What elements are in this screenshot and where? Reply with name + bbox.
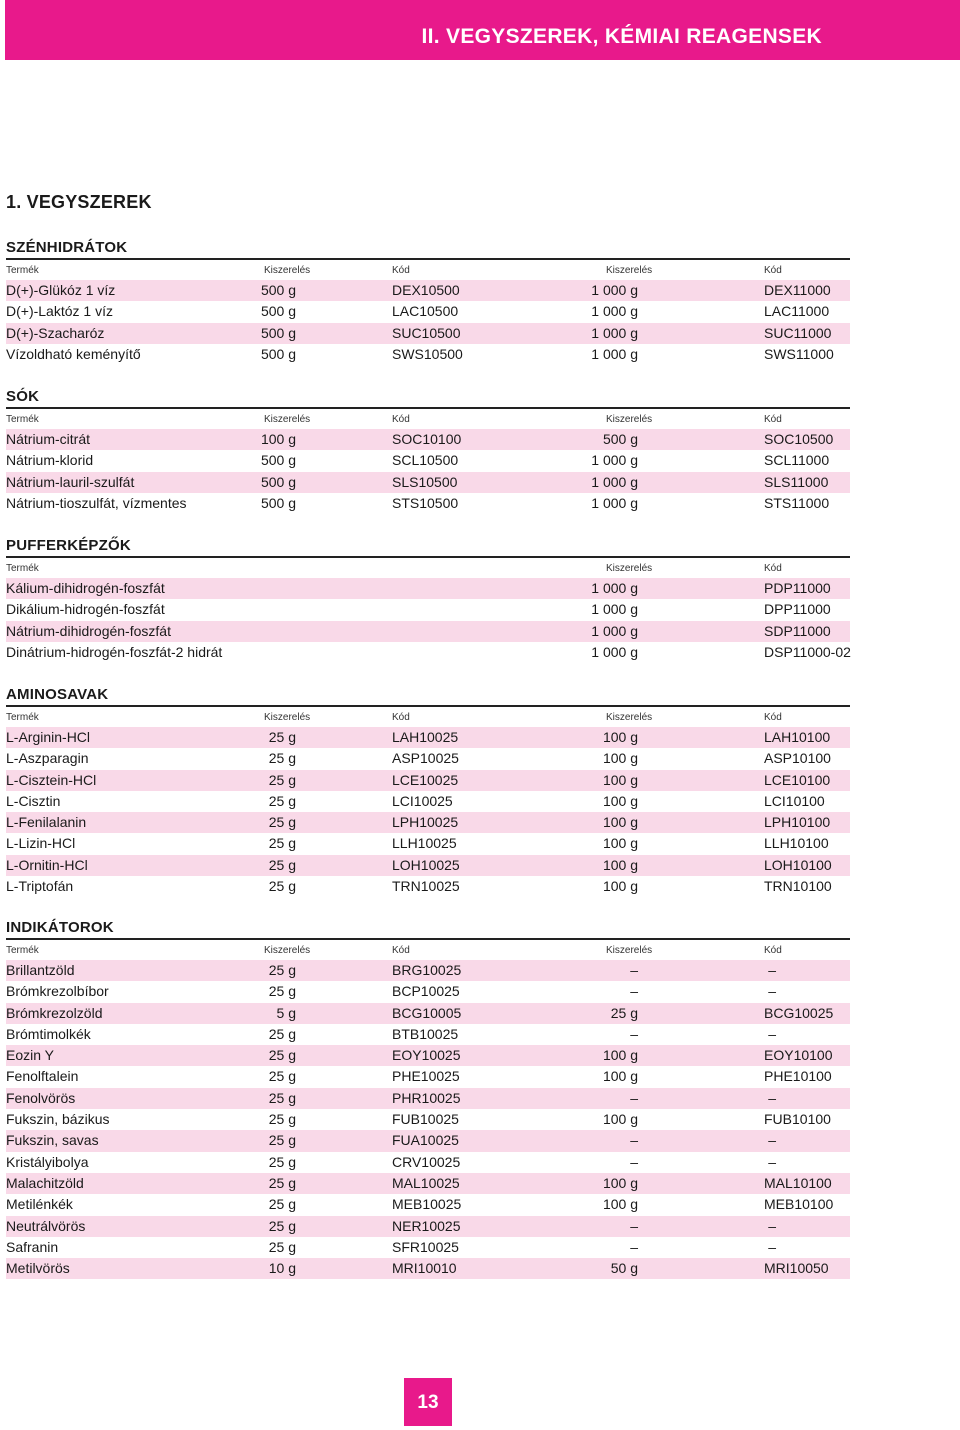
table-row bbox=[6, 1130, 850, 1151]
product-code-2: SCL11000 bbox=[764, 452, 830, 469]
column-header-pack: Kiszerelés bbox=[606, 265, 653, 276]
section-0 bbox=[6, 238, 850, 365]
pack-size-1: 25 g bbox=[268, 1047, 296, 1064]
column-header-code: Kód bbox=[392, 712, 410, 723]
pack-size-1: 500 g bbox=[260, 303, 296, 320]
column-header-product: Termék bbox=[6, 265, 39, 276]
pack-size-2: – bbox=[630, 1238, 638, 1255]
product-code-2: LAC11000 bbox=[764, 303, 830, 320]
product-name: D(+)-Laktóz 1 víz bbox=[6, 303, 113, 320]
product-name: Dikálium-hidrogén-foszfát bbox=[6, 601, 165, 618]
column-header-pack: Kiszerelés bbox=[264, 414, 311, 425]
product-code-1: LCE10025 bbox=[392, 771, 459, 788]
product-name: L-Cisztin bbox=[6, 792, 61, 809]
table-row bbox=[6, 599, 850, 620]
product-name: Kristályibolya bbox=[6, 1153, 89, 1170]
pack-size-1: 500 g bbox=[260, 345, 296, 362]
product-name: Fukszin, bázikus bbox=[6, 1111, 110, 1128]
table-row bbox=[6, 493, 850, 514]
product-code-1: SOC10100 bbox=[392, 431, 462, 447]
product-code-1: SCL10500 bbox=[392, 452, 459, 469]
product-code-1: LPH10025 bbox=[392, 814, 459, 831]
column-header-pack: Kiszerelés bbox=[264, 712, 311, 723]
product-name: Fenolvörös bbox=[6, 1089, 76, 1106]
pack-size-2: 100 g bbox=[602, 878, 638, 895]
pack-size-1: 500 g bbox=[260, 494, 296, 511]
pack-size-1: 25 g bbox=[268, 1217, 296, 1234]
product-code-2: FUB10100 bbox=[764, 1111, 831, 1128]
product-name: L-Lizin-HCl bbox=[6, 835, 76, 852]
product-code-2: DPP11000 bbox=[764, 601, 831, 618]
column-header-code: Kód bbox=[392, 945, 410, 956]
pack-size-1: 500 g bbox=[260, 324, 296, 341]
product-name: Metilvörös bbox=[6, 1260, 70, 1277]
pack-size-2: 1 000 g bbox=[591, 282, 638, 298]
column-header-row bbox=[6, 409, 850, 429]
product-name: L-Triptofán bbox=[6, 878, 74, 895]
product-name: Brómtimolkék bbox=[6, 1025, 91, 1042]
product-code-1: EOY10025 bbox=[392, 1047, 461, 1064]
table-row bbox=[6, 1216, 850, 1237]
column-header-pack: Kiszerelés bbox=[606, 712, 653, 723]
pack-size-1: 25 g bbox=[268, 856, 296, 873]
product-code-1: ASP10025 bbox=[392, 750, 459, 767]
product-code-2: LCE10100 bbox=[764, 771, 831, 788]
column-header-code: Kód bbox=[392, 414, 410, 425]
table-row bbox=[6, 642, 850, 663]
product-code-2: SLS11000 bbox=[764, 473, 829, 490]
pack-size-2: 25 g bbox=[610, 1004, 638, 1021]
product-name: Nátrium-citrát bbox=[6, 431, 91, 447]
product-code-1: MRI10010 bbox=[392, 1260, 457, 1277]
product-name: Nátrium-dihidrogén-foszfát bbox=[6, 622, 171, 639]
pack-size-1: 10 g bbox=[268, 1260, 296, 1277]
pack-size-2: 100 g bbox=[602, 856, 638, 873]
pack-size-2: 100 g bbox=[602, 1047, 638, 1064]
product-name: Eozin Y bbox=[6, 1047, 54, 1064]
product-name: Vízoldható keményítő bbox=[6, 345, 141, 362]
product-code-1: BRG10025 bbox=[392, 962, 462, 978]
column-header-code: Kód bbox=[764, 712, 782, 723]
product-code-1: MAL10025 bbox=[392, 1174, 460, 1191]
column-header-code: Kód bbox=[764, 563, 782, 574]
table-row bbox=[6, 748, 850, 769]
column-header-code: Kód bbox=[764, 414, 782, 425]
product-name: Kálium-dihidrogén-foszfát bbox=[6, 580, 165, 596]
product-code-2: MEB10100 bbox=[764, 1196, 834, 1213]
section-title: PUFFERKÉPZŐK bbox=[6, 536, 850, 558]
product-name: Nátrium-lauril-szulfát bbox=[6, 473, 135, 490]
pack-size-1: 25 g bbox=[268, 1068, 296, 1085]
product-name: Fukszin, savas bbox=[6, 1132, 99, 1149]
table-row bbox=[6, 960, 850, 981]
product-code-1: FUB10025 bbox=[392, 1111, 459, 1128]
column-header-row bbox=[6, 707, 850, 727]
table-row bbox=[6, 301, 850, 322]
product-name: Neutrálvörös bbox=[6, 1217, 86, 1234]
pack-size-2: – bbox=[630, 1089, 638, 1106]
pack-size-2: 100 g bbox=[602, 1068, 638, 1085]
pack-size-2: 100 g bbox=[602, 814, 638, 831]
product-code-2: – bbox=[768, 1217, 776, 1234]
product-name: L-Aszparagin bbox=[6, 750, 89, 767]
product-code-2: – bbox=[768, 962, 776, 978]
product-name: Dinátrium-hidrogén-foszfát-2 hidrát bbox=[6, 643, 223, 660]
pack-size-2: 1 000 g bbox=[591, 580, 638, 596]
pack-size-1: 25 g bbox=[268, 1174, 296, 1191]
table-row bbox=[6, 812, 850, 833]
pack-size-1: 25 g bbox=[268, 878, 296, 895]
header-banner bbox=[5, 0, 960, 60]
pack-size-2: 1 000 g bbox=[591, 473, 638, 490]
column-header-code: Kód bbox=[764, 945, 782, 956]
product-name: D(+)-Szacharóz bbox=[6, 324, 105, 341]
table-row bbox=[6, 1152, 850, 1173]
table-row bbox=[6, 876, 850, 897]
pack-size-2: 500 g bbox=[602, 431, 638, 447]
product-name: Nátrium-klorid bbox=[6, 452, 94, 469]
pack-size-2: 1 000 g bbox=[591, 494, 638, 511]
table-row bbox=[6, 280, 850, 301]
section-2 bbox=[6, 536, 850, 663]
column-header-row bbox=[6, 940, 850, 960]
table-row bbox=[6, 1173, 850, 1194]
column-header-code: Kód bbox=[392, 265, 410, 276]
product-code-2: DEX11000 bbox=[764, 282, 831, 298]
page-number-badge: 13 bbox=[404, 1378, 452, 1426]
table-row bbox=[6, 1045, 850, 1066]
section-3 bbox=[6, 685, 850, 897]
column-header-code: Kód bbox=[764, 265, 782, 276]
column-header-row bbox=[6, 558, 850, 578]
product-name: Brómkrezolbíbor bbox=[6, 983, 109, 1000]
product-code-1: TRN10025 bbox=[392, 878, 460, 895]
pack-size-1: 25 g bbox=[268, 729, 296, 745]
product-code-2: MRI10050 bbox=[764, 1260, 829, 1277]
column-header-row bbox=[6, 260, 850, 280]
table-row bbox=[6, 323, 850, 344]
pack-size-1: 25 g bbox=[268, 835, 296, 852]
section-4 bbox=[6, 918, 850, 1279]
product-code-2: TRN10100 bbox=[764, 878, 832, 895]
section-title: SZÉNHIDRÁTOK bbox=[6, 238, 850, 260]
pack-size-1: 100 g bbox=[260, 431, 296, 447]
pack-size-2: – bbox=[630, 1153, 638, 1170]
product-code-2: SWS11000 bbox=[764, 345, 834, 362]
pack-size-2: – bbox=[630, 962, 638, 978]
column-header-pack: Kiszerelés bbox=[606, 414, 653, 425]
product-code-2: PHE10100 bbox=[764, 1068, 832, 1085]
table-row bbox=[6, 1109, 850, 1130]
product-code-2: MAL10100 bbox=[764, 1174, 832, 1191]
pack-size-2: 100 g bbox=[602, 1111, 638, 1128]
pack-size-1: 500 g bbox=[260, 452, 296, 469]
product-code-2: LPH10100 bbox=[764, 814, 831, 831]
product-code-2: LLH10100 bbox=[764, 835, 829, 852]
table-row bbox=[6, 472, 850, 493]
pack-size-2: – bbox=[630, 1132, 638, 1149]
pack-size-2: – bbox=[630, 1217, 638, 1234]
page-header-title: II. VEGYSZEREK, KÉMIAI REAGENSEK bbox=[421, 25, 822, 48]
product-code-2: LCI10100 bbox=[764, 792, 825, 809]
product-code-2: – bbox=[768, 983, 776, 1000]
product-code-1: PHR10025 bbox=[392, 1089, 461, 1106]
product-code-1: MEB10025 bbox=[392, 1196, 462, 1213]
product-code-2: – bbox=[768, 1132, 776, 1149]
product-code-1: SLS10500 bbox=[392, 473, 458, 490]
pack-size-1: 25 g bbox=[268, 962, 296, 978]
column-header-pack: Kiszerelés bbox=[606, 563, 653, 574]
column-header-product: Termék bbox=[6, 414, 39, 425]
pack-size-1: 25 g bbox=[268, 1196, 296, 1213]
pack-size-2: 1 000 g bbox=[591, 601, 638, 618]
product-code-1: DEX10500 bbox=[392, 282, 460, 298]
table-row bbox=[6, 791, 850, 812]
column-header-pack: Kiszerelés bbox=[264, 945, 311, 956]
column-header-product: Termék bbox=[6, 712, 39, 723]
pack-size-2: 1 000 g bbox=[591, 622, 638, 639]
product-code-1: CRV10025 bbox=[392, 1153, 461, 1170]
table-row bbox=[6, 1024, 850, 1045]
product-code-1: FUA10025 bbox=[392, 1132, 459, 1149]
product-code-2: DSP11000-02 bbox=[764, 643, 851, 660]
product-code-2: PDP11000 bbox=[764, 580, 831, 596]
pack-size-2: 50 g bbox=[610, 1260, 638, 1277]
product-name: Fenolftalein bbox=[6, 1068, 79, 1085]
product-code-1: PHE10025 bbox=[392, 1068, 460, 1085]
product-code-1: LAC10500 bbox=[392, 303, 459, 320]
table-row bbox=[6, 344, 850, 365]
pack-size-1: 25 g bbox=[268, 771, 296, 788]
product-code-1: NER10025 bbox=[392, 1217, 461, 1234]
product-code-1: STS10500 bbox=[392, 494, 459, 511]
product-code-2: EOY10100 bbox=[764, 1047, 833, 1064]
table-row bbox=[6, 727, 850, 748]
product-name: L-Arginin-HCl bbox=[6, 729, 91, 745]
pack-size-1: 25 g bbox=[268, 1089, 296, 1106]
pack-size-1: 25 g bbox=[268, 1111, 296, 1128]
product-code-1: SUC10500 bbox=[392, 324, 461, 341]
product-name: L-Cisztein-HCl bbox=[6, 771, 97, 788]
table-row bbox=[6, 1237, 850, 1258]
pack-size-1: 5 g bbox=[276, 1004, 296, 1021]
pack-size-2: 1 000 g bbox=[591, 303, 638, 320]
pack-size-1: 25 g bbox=[268, 1153, 296, 1170]
product-name: L-Ornitin-HCl bbox=[6, 856, 88, 873]
column-header-product: Termék bbox=[6, 563, 39, 574]
product-code-1: LOH10025 bbox=[392, 856, 460, 873]
pack-size-1: 25 g bbox=[268, 750, 296, 767]
pack-size-2: 100 g bbox=[602, 1196, 638, 1213]
section-1 bbox=[6, 387, 850, 514]
pack-size-2: 1 000 g bbox=[591, 345, 638, 362]
pack-size-2: 100 g bbox=[602, 729, 638, 745]
pack-size-2: 100 g bbox=[602, 1174, 638, 1191]
pack-size-1: 25 g bbox=[268, 983, 296, 1000]
section-title: AMINOSAVAK bbox=[6, 685, 850, 707]
table-row bbox=[6, 578, 850, 599]
table-row bbox=[6, 833, 850, 854]
product-code-2: STS11000 bbox=[764, 494, 830, 511]
column-header-product: Termék bbox=[6, 945, 39, 956]
pack-size-1: 25 g bbox=[268, 814, 296, 831]
product-code-2: – bbox=[768, 1025, 776, 1042]
product-name: Brómkrezolzöld bbox=[6, 1004, 103, 1021]
table-row bbox=[6, 1088, 850, 1109]
pack-size-2: 1 000 g bbox=[591, 643, 638, 660]
product-code-1: LCI10025 bbox=[392, 792, 453, 809]
pack-size-1: 25 g bbox=[268, 1025, 296, 1042]
product-name: Malachitzöld bbox=[6, 1174, 84, 1191]
product-code-2: SDP11000 bbox=[764, 622, 831, 639]
product-code-1: SFR10025 bbox=[392, 1238, 459, 1255]
column-header-pack: Kiszerelés bbox=[264, 265, 311, 276]
pack-size-2: 100 g bbox=[602, 750, 638, 767]
product-code-2: – bbox=[768, 1238, 776, 1255]
product-name: Nátrium-tioszulfát, vízmentes bbox=[6, 494, 187, 511]
table-row bbox=[6, 855, 850, 876]
pack-size-2: – bbox=[630, 983, 638, 1000]
product-code-1: LAH10025 bbox=[392, 729, 459, 745]
section-title: INDIKÁTOROK bbox=[6, 918, 850, 940]
pack-size-2: 100 g bbox=[602, 835, 638, 852]
product-name: Brillantzöld bbox=[6, 962, 75, 978]
product-code-1: BCP10025 bbox=[392, 983, 460, 1000]
product-name: D(+)-Glükóz 1 víz bbox=[6, 282, 116, 298]
pack-size-1: 500 g bbox=[260, 473, 296, 490]
pack-size-1: 500 g bbox=[260, 282, 296, 298]
pack-size-2: 100 g bbox=[602, 771, 638, 788]
pack-size-1: 25 g bbox=[268, 1132, 296, 1149]
section-title: SÓK bbox=[6, 387, 850, 409]
product-code-2: LOH10100 bbox=[764, 856, 832, 873]
product-code-1: LLH10025 bbox=[392, 835, 457, 852]
table-row bbox=[6, 450, 850, 471]
table-row bbox=[6, 770, 850, 791]
product-code-2: ASP10100 bbox=[764, 750, 831, 767]
chapter-title: 1. VEGYSZEREK bbox=[6, 192, 152, 212]
pack-size-2: 1 000 g bbox=[591, 324, 638, 341]
product-code-1: BTB10025 bbox=[392, 1025, 459, 1042]
product-code-2: LAH10100 bbox=[764, 729, 831, 745]
product-code-2: SOC10500 bbox=[764, 431, 834, 447]
table-row bbox=[6, 1003, 850, 1024]
pack-size-2: 100 g bbox=[602, 792, 638, 809]
product-code-1: SWS10500 bbox=[392, 345, 463, 362]
product-code-1: BCG10005 bbox=[392, 1004, 462, 1021]
product-name: Safranin bbox=[6, 1238, 59, 1255]
product-code-2: – bbox=[768, 1153, 776, 1170]
table-row bbox=[6, 1066, 850, 1087]
product-code-2: BCG10025 bbox=[764, 1004, 834, 1021]
pack-size-2: – bbox=[630, 1025, 638, 1042]
product-name: L-Fenilalanin bbox=[6, 814, 87, 831]
table-row bbox=[6, 1194, 850, 1215]
product-code-2: SUC11000 bbox=[764, 324, 832, 341]
product-name: Metilénkék bbox=[6, 1196, 73, 1213]
table-row bbox=[6, 429, 850, 450]
pack-size-2: 1 000 g bbox=[591, 452, 638, 469]
column-header-pack: Kiszerelés bbox=[606, 945, 653, 956]
pack-size-1: 25 g bbox=[268, 1238, 296, 1255]
table-row bbox=[6, 621, 850, 642]
product-code-2: – bbox=[768, 1089, 776, 1106]
table-row bbox=[6, 981, 850, 1002]
table-row bbox=[6, 1258, 850, 1279]
pack-size-1: 25 g bbox=[268, 792, 296, 809]
